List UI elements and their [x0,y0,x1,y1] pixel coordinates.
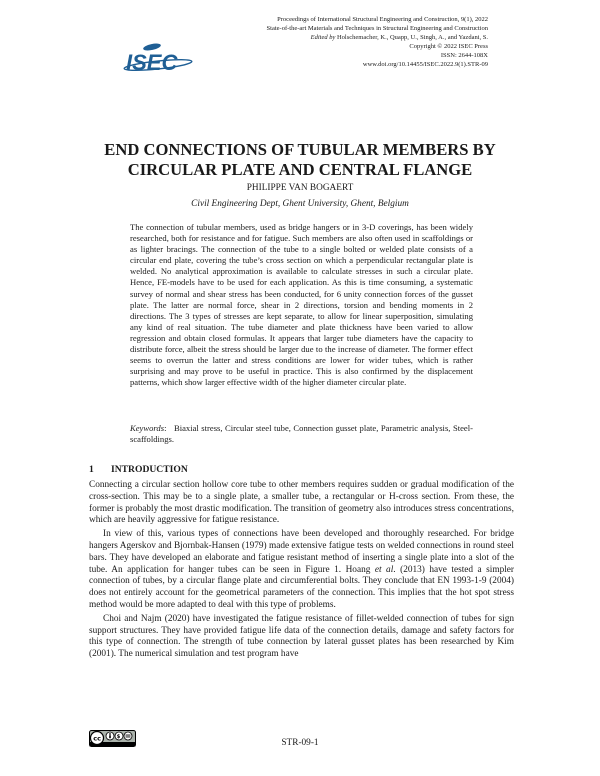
section-heading [89,464,188,475]
section-title: INTRODUCTION [111,464,188,475]
svg-text:cc: cc [93,734,102,743]
volume-title-line: State-of-the-art Materials and Techniques in Structural Engineering and Construction [266,25,488,33]
paper-title: END CONNECTIONS OF TUBULAR MEMBERS BY CIRCULAR PLATE AND CENTRAL FLANGE [104,140,496,179]
svg-text:$: $ [116,734,121,740]
doi-link[interactable]: www.doi.org/10.14455/ISEC.2022.9(1).STR-09 [362,61,488,69]
keywords-label: Keywords [130,423,165,433]
abstract-text: The connection of tubular members, used as bridge hangers or in 3-D coverings, has been widely researched, both for resistance and for fatigue. Such members are also often used in scaffoldings or as lighter bracings. The connection of the tube to a single bolted or welded plate consists of a circular end plate, covering the tube’s cross section on which a perpendicular rectangular plate is welded. No analytical approximation is available to calculate stresses in such a circular plate. Hence, FE-models have to be used for each application. As this is time consuming, a systematic survey of normal and shear stress has been conducted, for 6 unity connection forces of the gusset plate. The latter are normal force, shear in 2 directions, torsion and bending moments in 2 directions. The 3 types of stresses are kept separate, to allow for linear superposition, simulating any kind of real situation. The tube diameter and plate thickness have been varied to allow regression and obtain closed formulas. It appears that larger tube diameters have the capacity to distribute force, albeit the stress should be larger due to the increase of diameter. The former effect seems to overrun the latter and stress conditions are lower for wider tubes, which is rather surprising and may prove to be useful in practice. This is also confirmed by the displacement patterns, which show larger effective width of the higher diameter circular plate. [130,222,473,388]
section-number: 1 [89,464,94,475]
keywords-list: Biaxial stress, Circular steel tube, Connection gusset plate, Parametric analysis, Steel-scaffoldings. [130,423,473,445]
logo-text: ISEC [126,50,178,75]
proceedings-line: Proceedings of International Structural Engineering and Construction, 9(1), 2022 [277,16,488,23]
keywords: Keywords: Biaxial stress, Circular steel tube, Connection gusset plate, Parametric analysis, Steel-scaffoldings. [130,423,473,445]
proceedings-header [188,15,488,70]
isec-logo [112,36,196,76]
abstract [130,222,473,388]
page-footer: STR-09-1 [281,738,319,748]
author-affiliation: Civil Engineering Dept, Ghent University, Ghent, Belgium [191,199,409,209]
copyright-line: Copyright © 2022 ISEC Press [409,43,488,51]
paragraph: Choi and Najm (2020) have investigated the fatigue resistance of fillet-welded connection of tubes for sign support structures. They have provided fatigue life data of the connection details, damage and safety factors for this type of connection. The strength of tube connection by lateral gusset plates has been researched by Kim (2001). The numerical simulation and test program have [89,613,514,660]
editors-line: Edited by Holschemacher, K., Quapp, U., Singh, A., and Yazdani, S. [310,34,488,42]
body-text [89,480,514,661]
paragraph: In view of this, various types of connections have been developed and thoroughly researched. For bridge hangers Agerskov and Bjornbak-Hansen (1979) made extensive fatigue tests on welded connections in round steel bars. They have developed an elaborate and fatigue resistant method of inserting a single plate into a slot of the tube. An application for hanger tubes can be seen in Figure 1. Hoang et al. (2013) have tested a simpler connection of tubes, by a circular flange plate and circumferential bolts. They conclude that EN 1993-1-9 (2004) does not entirely account for the geometrical parameters of the connection. This implies that the hot spot stress method would be more adapted to deal with this type of problems. [89,529,515,610]
author-name: PHILIPPE VAN BOGAERT [246,183,354,193]
paragraph: Connecting a circular section hollow core tube to other members requires sudden or gradual modification of the cross-section. This may be to a single plate, a smaller tube, a rectangular or H-cross section. From these, the former is probably the most drastic modification. The transition of geometry also introduces stress concentrations, which are heavily aggressive for fatigue resistance. [89,480,514,526]
issn-line: ISSN: 2644-108X [440,52,488,60]
